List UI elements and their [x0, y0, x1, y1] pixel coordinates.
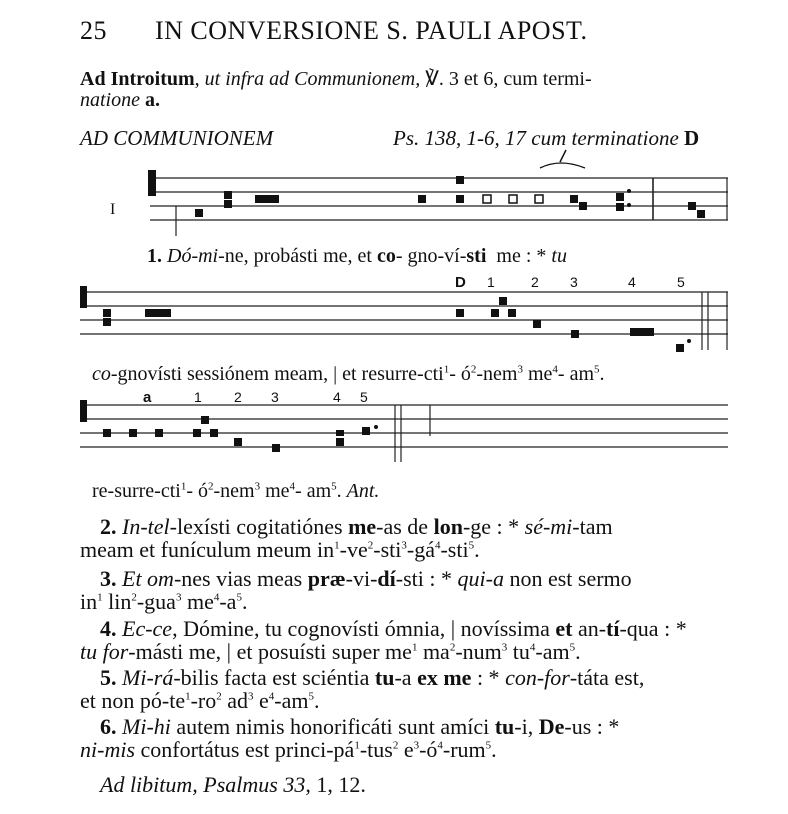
- lyric-word: -nem: [476, 363, 518, 385]
- cadence-sup: 5: [569, 641, 576, 654]
- cadence-sup: 2: [367, 539, 374, 552]
- cadence-sup: 4: [268, 690, 275, 703]
- lyric-word: - am: [295, 480, 332, 502]
- verse-2-line-2: [80, 537, 480, 563]
- verse-word: -lexísti cogitatiónes: [169, 514, 343, 539]
- verse-word: Et om: [122, 566, 174, 591]
- cadence-sup: 1: [97, 591, 103, 604]
- verse-word: et: [555, 616, 573, 641]
- cadence-sup: 4: [434, 539, 441, 552]
- cadence-sup: 5: [236, 591, 242, 604]
- introit-verse-ref: . 3 et 6, cum termi-: [438, 68, 592, 90]
- verse-6-line-2: [80, 737, 497, 763]
- verse-5-line-2: [80, 688, 319, 714]
- verse-word: tu for: [80, 639, 129, 664]
- verse-word: Mi-hi: [122, 714, 171, 739]
- verse-3-line-2: [80, 589, 247, 615]
- verse-num: 6.: [100, 714, 117, 739]
- lyric-line-2: [92, 363, 605, 386]
- verse-word: -num: [455, 639, 502, 664]
- lyric-word: Dó-mi: [167, 245, 219, 267]
- cadence-sup: 1: [185, 690, 191, 703]
- verse-word: -as de: [376, 514, 429, 539]
- verse-word: In-tel: [122, 514, 170, 539]
- page-title: IN CONVERSIONE S. PAULI APOST.: [155, 16, 588, 45]
- introit-label: Ad Introitum: [80, 68, 195, 90]
- verse-word: : *: [471, 665, 500, 690]
- cadence-label: 5: [360, 389, 368, 405]
- verse-word: , Dómine, tu cognovísti ómnia, | novíssima: [172, 616, 550, 641]
- cadence-sup: 5: [485, 739, 492, 752]
- verse-word: sé-mi: [524, 514, 573, 539]
- verse-word: tu: [374, 665, 395, 690]
- verse-word: meam et funículum meum in: [80, 537, 335, 562]
- verse-word: -us : *: [564, 714, 620, 739]
- verse-word: ex me: [417, 665, 472, 690]
- verse-word: qui-a: [457, 566, 504, 591]
- verse-word: -vi-: [345, 566, 378, 591]
- cadence-label: 1: [194, 389, 202, 405]
- verse-word: -sti : *: [395, 566, 452, 591]
- psalm-ref-text: Ps. 138, 1-6, 17 cum terminatione: [393, 126, 679, 150]
- lyric-word: -ne, probásti me, et: [218, 245, 372, 267]
- verse-word: -ge : *: [462, 514, 520, 539]
- lyric-line-1: [147, 245, 567, 268]
- page-number: 25: [80, 16, 107, 45]
- verse-num: 5.: [100, 665, 117, 690]
- cadence-label: 3: [570, 274, 578, 290]
- verse-word: -tus: [359, 737, 393, 762]
- mode-label: I: [110, 201, 116, 218]
- lyric-word: -gnovísti sessiónem meam,: [110, 363, 329, 385]
- verse-word: ni-mis: [80, 737, 135, 762]
- verse-word: e: [398, 737, 414, 762]
- lyric-line-3: [92, 480, 379, 503]
- lyric-word: me: [265, 480, 290, 502]
- cadence-label: 2: [234, 389, 242, 405]
- cadence-sup: 1: [411, 641, 418, 654]
- cadence-sup: 3: [401, 539, 407, 552]
- verse-word: autem nimis honorificáti sunt amíci: [170, 714, 490, 739]
- verse-word: con-for: [505, 665, 570, 690]
- cadence-sup: 5: [594, 363, 600, 376]
- verse-num: 4.: [100, 616, 117, 641]
- verse-word: .: [491, 737, 497, 762]
- verse-sign: ℣: [425, 68, 439, 90]
- cadence-sup: 3: [501, 641, 508, 654]
- verse-word: confortátus est princi-pá: [135, 737, 355, 762]
- cadence-sup: 3: [248, 690, 254, 703]
- antiphon-label: Ant.: [346, 480, 380, 502]
- cadence-sup: 2: [449, 641, 456, 654]
- verse-num: 3.: [100, 566, 117, 591]
- lyric-word: me: [527, 363, 553, 385]
- cadence-sup: 4: [552, 363, 558, 376]
- verse-word: -ve: [339, 537, 368, 562]
- verse-word: -tam: [572, 514, 613, 539]
- verse-num: 2.: [100, 514, 117, 539]
- cadence-a-label: a: [143, 389, 152, 406]
- lyric-word: me : *: [496, 245, 547, 267]
- introit-instruction: Ad Introitum, ut infra ad Communionem, ℣. 3 et 6, cum termi-: [80, 68, 592, 90]
- cadence-sup: 1: [354, 739, 360, 752]
- verse-word: -bilis facta est sciéntia: [173, 665, 370, 690]
- introit-line2-text: natione: [80, 89, 140, 111]
- verse-word: De: [538, 714, 565, 739]
- cadence-label: 5: [677, 274, 685, 290]
- verse-word: non est sermo: [509, 566, 632, 591]
- verse-word: me: [181, 589, 214, 614]
- verse-word: -rum: [442, 737, 486, 762]
- verse-word: .: [474, 537, 480, 562]
- verse-word: me: [348, 514, 377, 539]
- cadence-label: 2: [531, 274, 539, 290]
- verse-word: -táta est,: [569, 665, 645, 690]
- verse-word: -a: [394, 665, 412, 690]
- cadence-top-label: D: [455, 274, 466, 291]
- footer-tail: 1, 12.: [316, 772, 366, 797]
- lyric-word: -nem: [213, 480, 255, 502]
- lyric-word: sti: [466, 245, 487, 267]
- verse-word: -am: [535, 639, 570, 664]
- verse-word: an-: [572, 616, 607, 641]
- cadence-sup: 5: [468, 539, 475, 552]
- verse-word: in: [80, 589, 98, 614]
- cadence-label: 1: [487, 274, 495, 290]
- cadence-sup: 2: [392, 739, 399, 752]
- verse-word: .: [313, 688, 320, 713]
- verse-word: -qua : *: [619, 616, 687, 641]
- verse-word: -másti me, | et posuísti super me: [128, 639, 412, 664]
- cadence-sup: 2: [216, 690, 222, 703]
- introit-rest: ut infra ad Communionem,: [204, 68, 421, 90]
- verse-word: tu: [494, 714, 515, 739]
- verse-word: e: [253, 688, 269, 713]
- verse-word: lin: [102, 589, 132, 614]
- verse-word: lon: [433, 514, 463, 539]
- cadence-sup: 3: [254, 480, 261, 493]
- lyric-word: - am: [557, 363, 594, 385]
- footer-note: [100, 772, 366, 798]
- lyric-word: - gno-ví-: [395, 245, 467, 267]
- psalm-termination: D: [684, 126, 700, 150]
- cadence-sup: 5: [308, 690, 314, 703]
- lyric-word: co: [376, 245, 396, 267]
- lyric-word: .: [336, 480, 342, 502]
- verse-word: -gá: [406, 537, 435, 562]
- verse-word: tu: [507, 639, 530, 664]
- cadence-sup: 5: [331, 480, 337, 493]
- verse-word: Mi-rá: [122, 665, 174, 690]
- verse-word: et non pó-te: [80, 688, 186, 713]
- cadence-sup: 3: [517, 363, 523, 376]
- verse-word: tí: [606, 616, 620, 641]
- cadence-sup: 4: [529, 641, 536, 654]
- lyric-word: re-surre-cti: [92, 480, 181, 502]
- verse-word: -ó: [419, 737, 438, 762]
- verse-word: -gua: [136, 589, 176, 614]
- verse-4-line-2: [80, 639, 581, 665]
- cadence-label: 4: [333, 389, 341, 405]
- cadence-sup: 4: [213, 591, 220, 604]
- cadence-sup: 1: [180, 480, 187, 493]
- introit-termination: a.: [145, 89, 160, 111]
- cadence-label: 3: [271, 389, 279, 405]
- verse-word: ad: [221, 688, 249, 713]
- verse-word: -sti: [373, 537, 402, 562]
- verse-word: dí: [377, 566, 396, 591]
- verse-num: 1.: [147, 245, 162, 267]
- lyric-word: - ó: [449, 363, 471, 385]
- cadence-sup: 2: [131, 591, 137, 604]
- lyric-word: .: [599, 363, 605, 385]
- verse-word: -i,: [514, 714, 534, 739]
- verse-word: præ: [307, 566, 346, 591]
- cadence-sup: 1: [443, 363, 450, 376]
- cadence-sup: 4: [437, 739, 443, 752]
- communion-heading: AD COMMUNIONEM: [80, 126, 274, 150]
- verse-word: -nes vias meas: [173, 566, 303, 591]
- cadence-sup: 2: [470, 363, 477, 376]
- verse-word: ma: [417, 639, 450, 664]
- verse-word: .: [575, 639, 581, 664]
- lyric-word: - ó: [186, 480, 208, 502]
- lyric-word: tu: [551, 245, 567, 267]
- lyric-word: | et resurre-cti: [333, 363, 444, 385]
- cadence-sup: 3: [413, 739, 420, 752]
- verse-word: -am: [274, 688, 309, 713]
- footer-text: Ad libitum, Psalmus 33,: [100, 772, 311, 797]
- verse-word: -ro: [190, 688, 217, 713]
- cadence-label: 4: [628, 274, 636, 290]
- verse-word: Ec-ce: [122, 616, 173, 641]
- lyric-word: co: [92, 363, 111, 385]
- cadence-sup: 3: [175, 591, 182, 604]
- verse-word: -sti: [440, 537, 469, 562]
- cadence-sup: 4: [289, 480, 296, 493]
- verse-word: -a: [219, 589, 237, 614]
- verse-word: .: [241, 589, 248, 614]
- cadence-sup: 2: [208, 480, 214, 493]
- cadence-sup: 1: [334, 539, 340, 552]
